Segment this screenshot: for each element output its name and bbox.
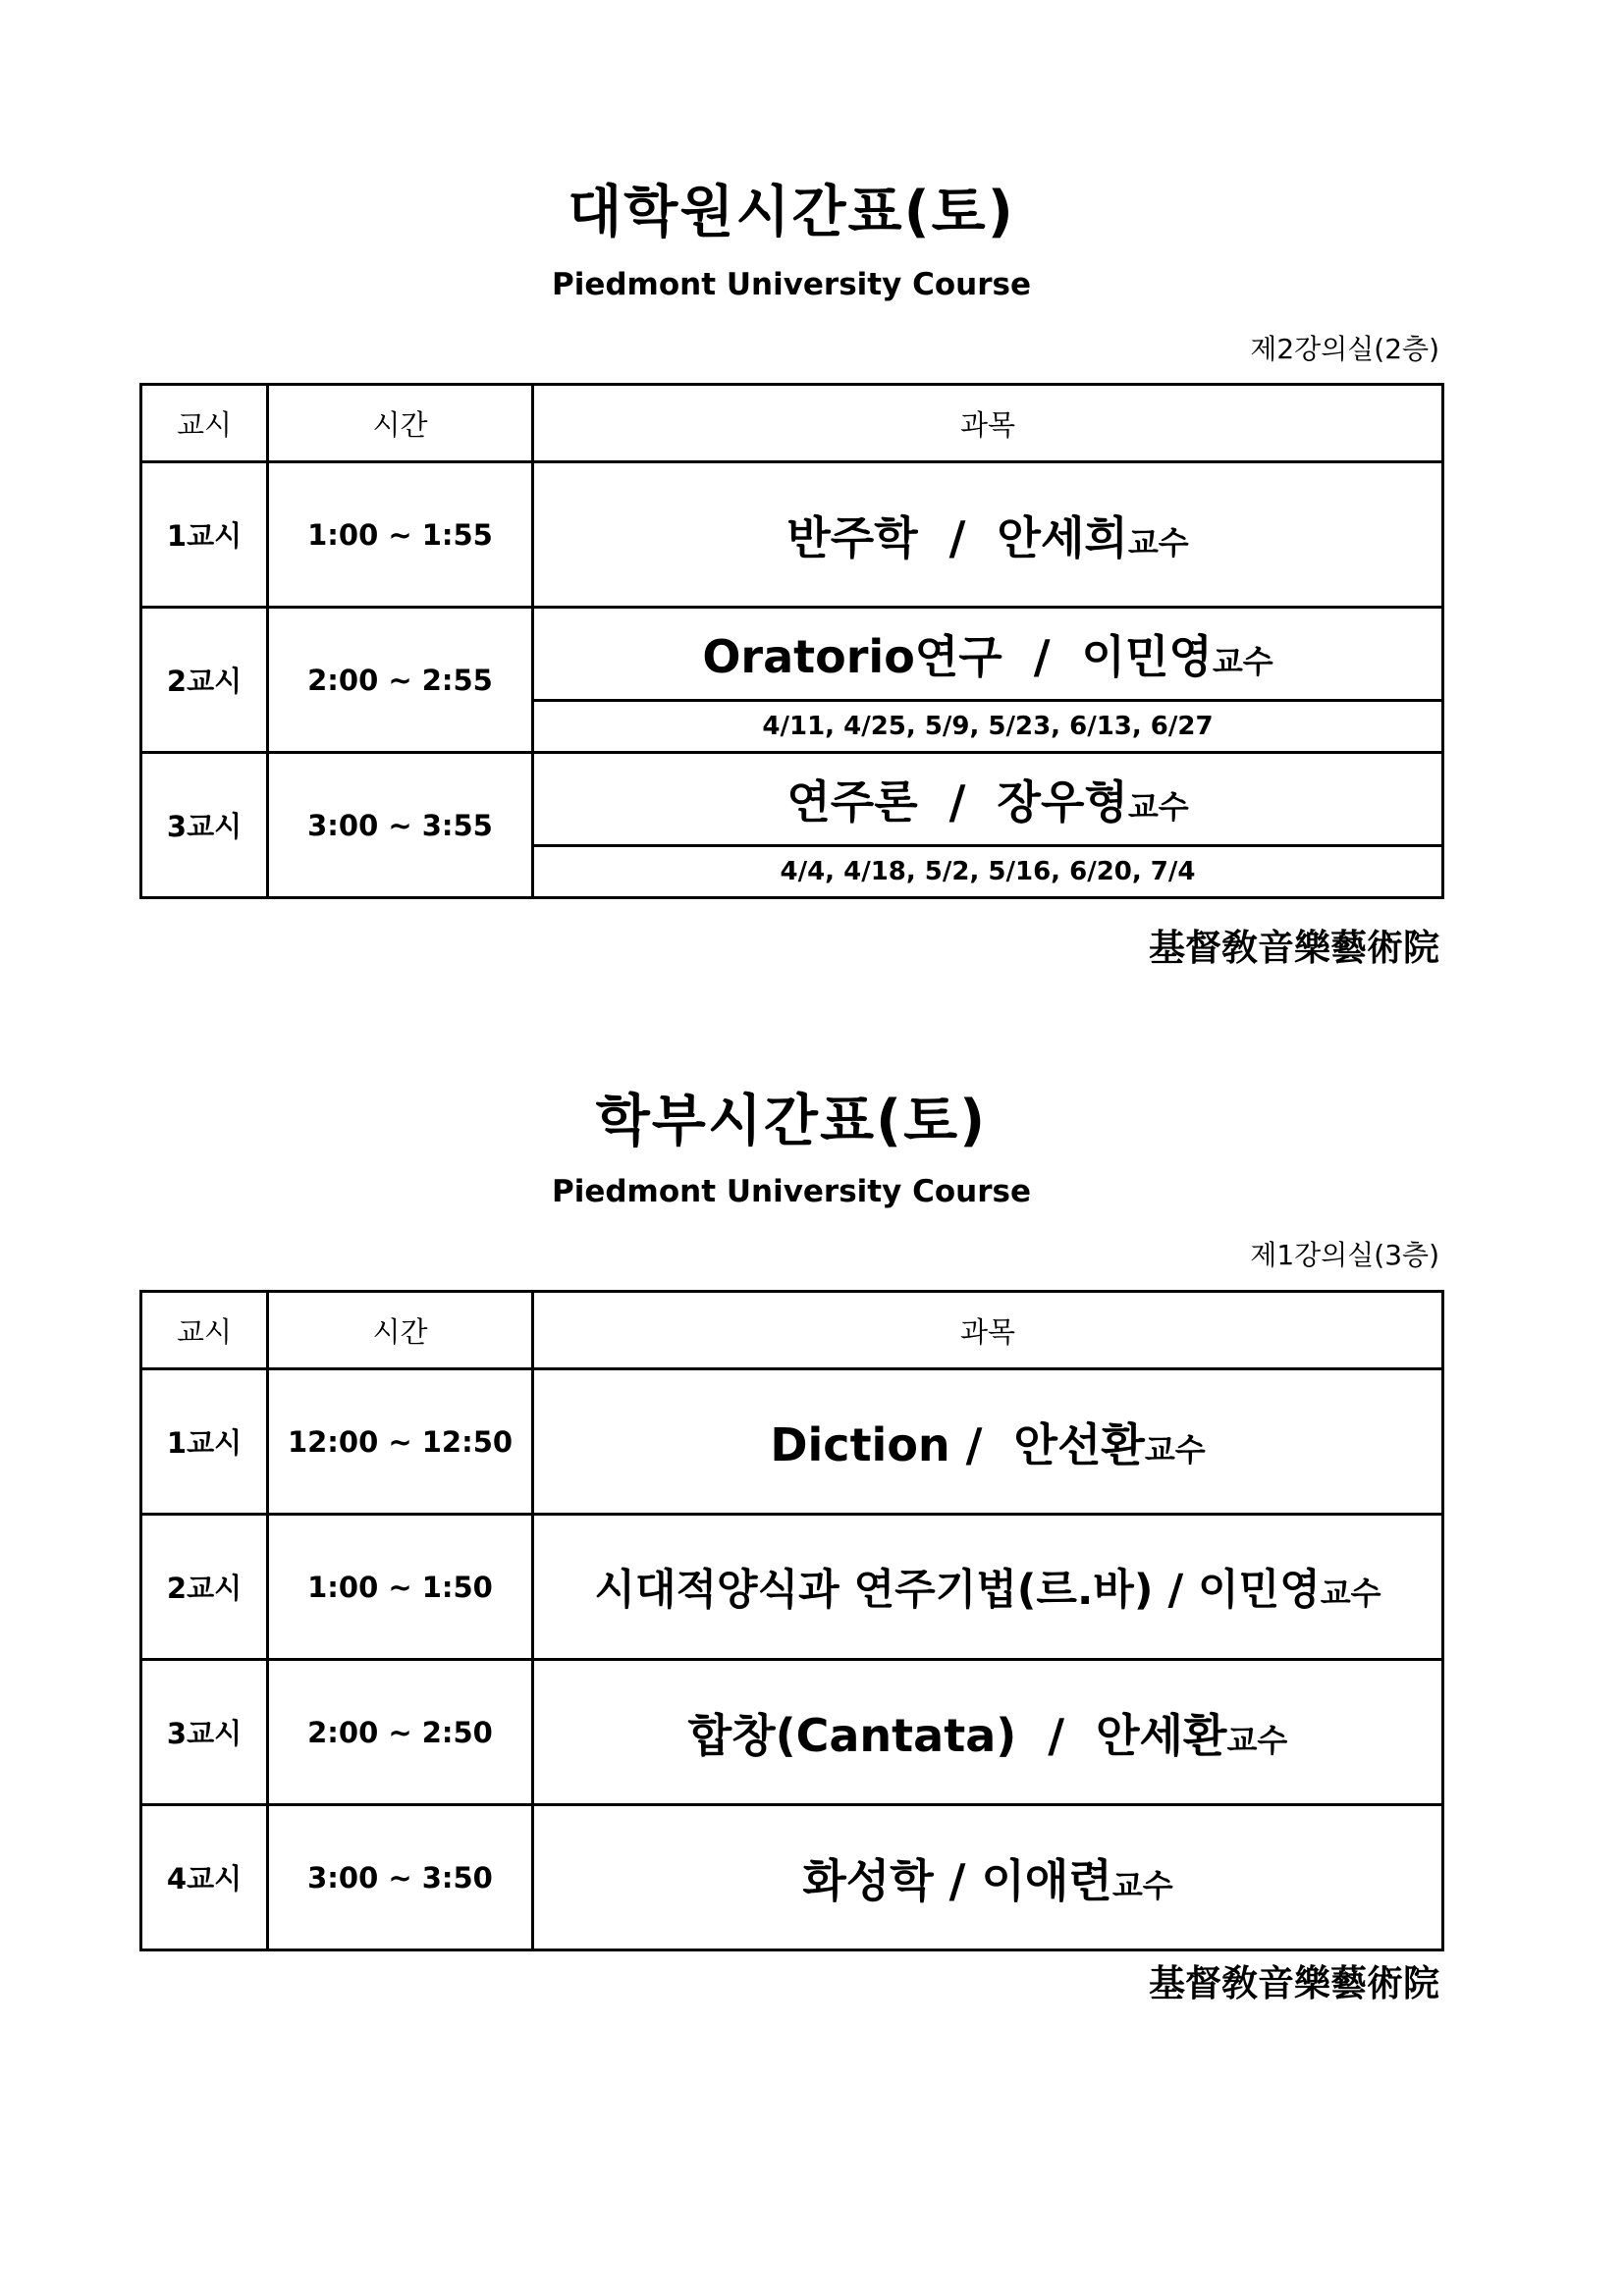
table-row	[141, 1660, 1443, 1805]
table-header-row	[141, 385, 1443, 462]
course-name: 연주론 / 장우형	[786, 775, 1128, 828]
time-cell: 1:00 ~ 1:50	[268, 1515, 533, 1660]
course-cell	[533, 1660, 1443, 1805]
professor-suffix: 교수	[1127, 523, 1189, 561]
graduate-timetable	[139, 383, 1444, 899]
graduate-room: 제2강의실(2층)	[1250, 333, 1439, 365]
table-row	[141, 462, 1443, 608]
period-cell: 2교시	[141, 608, 268, 753]
undergraduate-title: 학부시간표(토)	[595, 1089, 988, 1153]
course-cell	[533, 753, 1443, 846]
dates-cell: 4/4, 4/18, 5/2, 5/16, 6/20, 7/4	[533, 846, 1443, 898]
course-name: 합창(Cantata) / 안세환	[687, 1708, 1227, 1762]
undergraduate-footer: 基督敎音樂藝術院	[1149, 1961, 1439, 2004]
header-course: 과목	[533, 1292, 1443, 1369]
header-course: 과목	[533, 385, 1443, 462]
time-cell: 1:00 ~ 1:55	[268, 462, 533, 608]
professor-suffix: 교수	[1226, 1721, 1288, 1759]
period-cell: 1교시	[141, 462, 268, 608]
period-cell: 4교시	[141, 1805, 268, 1950]
table-row	[141, 608, 1443, 701]
header-period: 교시	[141, 385, 268, 462]
course-name: 반주학 / 안세희	[786, 510, 1128, 564]
period-cell: 3교시	[141, 1660, 268, 1805]
header-period: 교시	[141, 1292, 268, 1369]
course-cell	[533, 1805, 1443, 1950]
period-cell: 3교시	[141, 753, 268, 898]
time-cell: 2:00 ~ 2:55	[268, 608, 533, 753]
course-cell	[533, 1515, 1443, 1660]
time-cell: 12:00 ~ 12:50	[268, 1369, 533, 1515]
course-name: 화성학 / 이애련	[802, 1853, 1112, 1907]
period-cell: 1교시	[141, 1369, 268, 1515]
course-cell	[533, 1369, 1443, 1515]
table-row	[141, 1805, 1443, 1950]
header-time: 시간	[268, 385, 533, 462]
undergraduate-subtitle: Piedmont University Course	[551, 1174, 1031, 1209]
professor-suffix: 교수	[1212, 643, 1273, 680]
time-cell: 3:00 ~ 3:55	[268, 753, 533, 898]
undergraduate-room: 제1강의실(3층)	[1250, 1239, 1439, 1271]
course-name: Oratorio연구 / 이민영	[702, 630, 1213, 683]
table-header-row	[141, 1292, 1443, 1369]
dates-cell: 4/11, 4/25, 5/9, 5/23, 6/13, 6/27	[533, 701, 1443, 753]
time-cell: 3:00 ~ 3:50	[268, 1805, 533, 1950]
header-time: 시간	[268, 1292, 533, 1369]
professor-suffix: 교수	[1144, 1430, 1206, 1468]
graduate-title: 대학원시간표(토)	[568, 180, 1015, 244]
course-name: 시대적양식과 연주기법(르.바) / 이민영	[594, 1566, 1321, 1615]
table-row	[141, 1369, 1443, 1515]
professor-suffix: 교수	[1111, 1866, 1173, 1904]
professor-suffix: 교수	[1127, 788, 1189, 826]
course-cell	[533, 608, 1443, 701]
course-name: Diction / 안선환	[770, 1417, 1145, 1471]
graduate-footer: 基督敎音樂藝術院	[1149, 926, 1439, 969]
period-cell: 2교시	[141, 1515, 268, 1660]
table-row	[141, 1515, 1443, 1660]
professor-suffix: 교수	[1320, 1575, 1381, 1612]
course-cell	[533, 462, 1443, 608]
undergraduate-timetable	[139, 1290, 1444, 1951]
table-row	[141, 753, 1443, 846]
time-cell: 2:00 ~ 2:50	[268, 1660, 533, 1805]
graduate-subtitle: Piedmont University Course	[551, 267, 1031, 302]
